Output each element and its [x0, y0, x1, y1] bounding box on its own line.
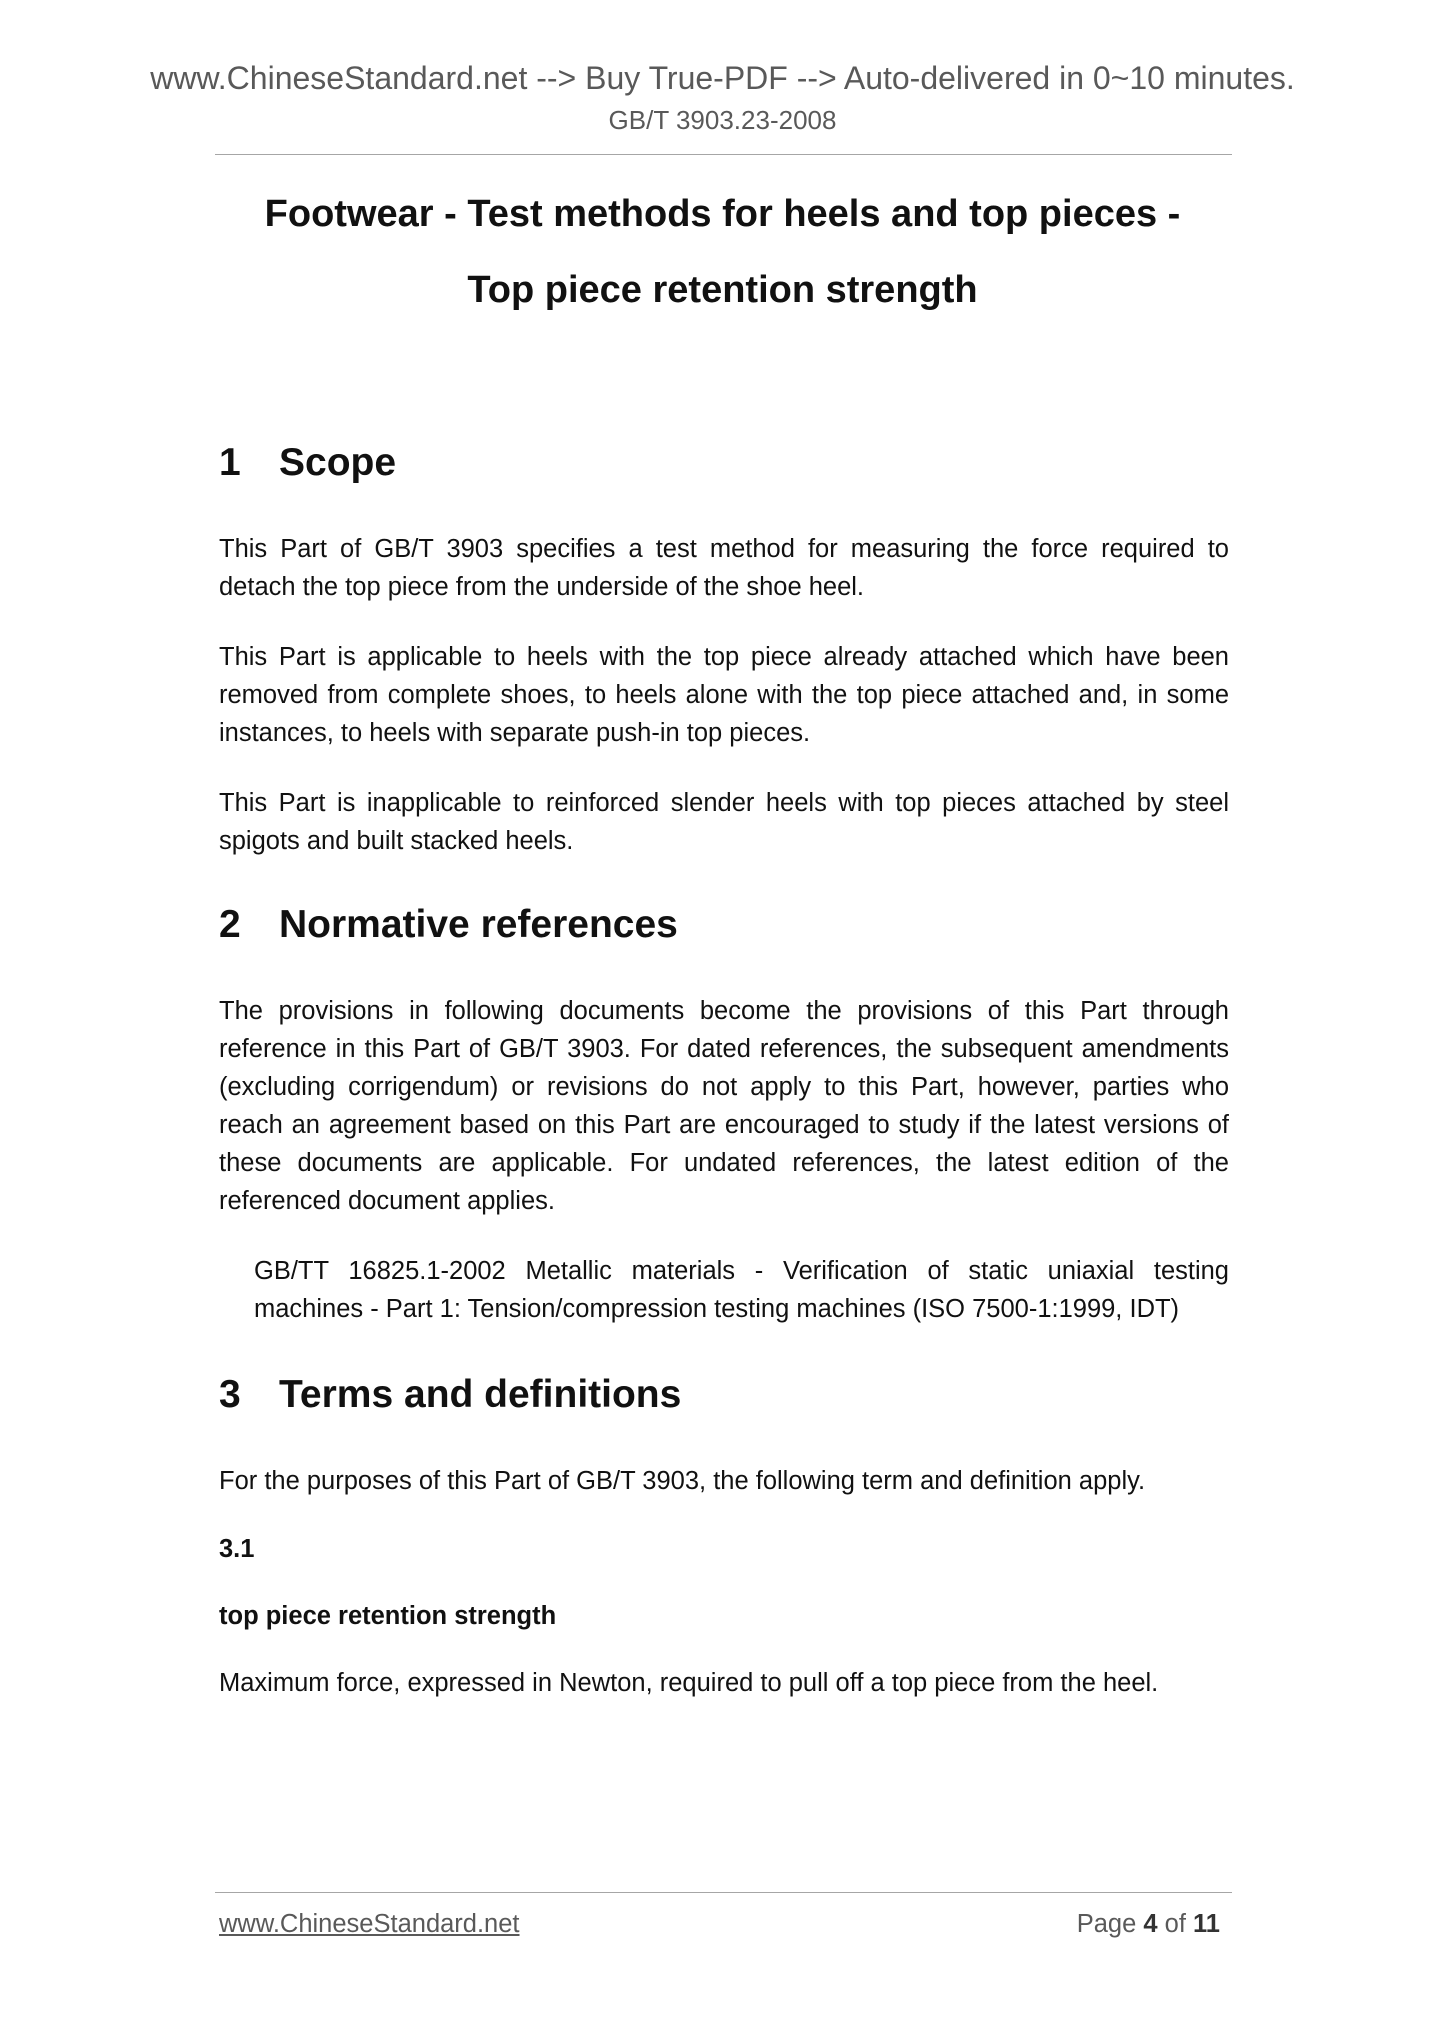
term-name: top piece retention strength [219, 1602, 557, 1630]
normative-reference-item: GB/TT 16825.1-2002 Metallic materials - Verification of static uniaxial testing machines - Part 1: Tension/compression testing machines (ISO 7500-1:1999, IDT) [254, 1257, 1229, 1323]
standard-code: GB/T 3903.23-2008 [608, 105, 837, 135]
section-title: Scope [279, 441, 397, 484]
scope-paragraph-2: This Part is applicable to heels with the top piece already attached which have been removed from complete shoes, to heels alone with the top piece attached and, in some instances, to heels with separate push-in top pieces. [219, 643, 1229, 747]
section-title: Normative references [279, 903, 678, 946]
scope-paragraph-3: This Part is inapplicable to reinforced slender heels with top pieces attached by steel spigots and built stacked heels. [219, 789, 1229, 855]
section-title: Terms and definitions [279, 1373, 682, 1416]
section-1-heading [219, 440, 396, 486]
section-number: 3 [219, 1373, 241, 1416]
document-title-line-1: Footwear - Test methods for heels and top pieces - [264, 193, 1181, 235]
page-current: 4 [1143, 1910, 1158, 1938]
terms-intro-paragraph: For the purposes of this Part of GB/T 3903, the following term and definition apply. [219, 1467, 1146, 1495]
page-indicator [1000, 1906, 1220, 1942]
page-total: 11 [1193, 1910, 1220, 1938]
section-3-heading [219, 1372, 681, 1418]
document-title-line-2: Top piece retention strength [467, 269, 978, 311]
term-number: 3.1 [219, 1535, 255, 1563]
page-label: Page [1076, 1910, 1137, 1938]
header-banner: www.ChineseStandard.net --> Buy True-PDF --> Auto-delivered in 0~10 minutes. [150, 60, 1295, 96]
footer-divider [215, 1892, 1232, 1893]
term-definition: Maximum force, expressed in Newton, required to pull off a top piece from the heel. [219, 1669, 1159, 1697]
scope-paragraph-1: This Part of GB/T 3903 specifies a test method for measuring the force required to detach the top piece from the underside of the shoe heel. [219, 535, 1229, 601]
page-of: of [1164, 1910, 1186, 1938]
footer-website-link[interactable]: www.ChineseStandard.net [219, 1910, 520, 1938]
normative-references-paragraph: The provisions in following documents become the provisions of this Part through reference in this Part of GB/T 3903. For dated references, the subsequent amendments (excluding corrigendum) or revisions do not apply to this Part, however, parties who reach an agreement based on this Part are encouraged to study if the latest versions of these documents are applicable. For undated references, the latest edition of the referenced document applies. [219, 997, 1229, 1215]
section-2-heading [219, 902, 678, 948]
section-number: 2 [219, 903, 241, 946]
header-divider [215, 154, 1232, 155]
section-number: 1 [219, 441, 241, 484]
